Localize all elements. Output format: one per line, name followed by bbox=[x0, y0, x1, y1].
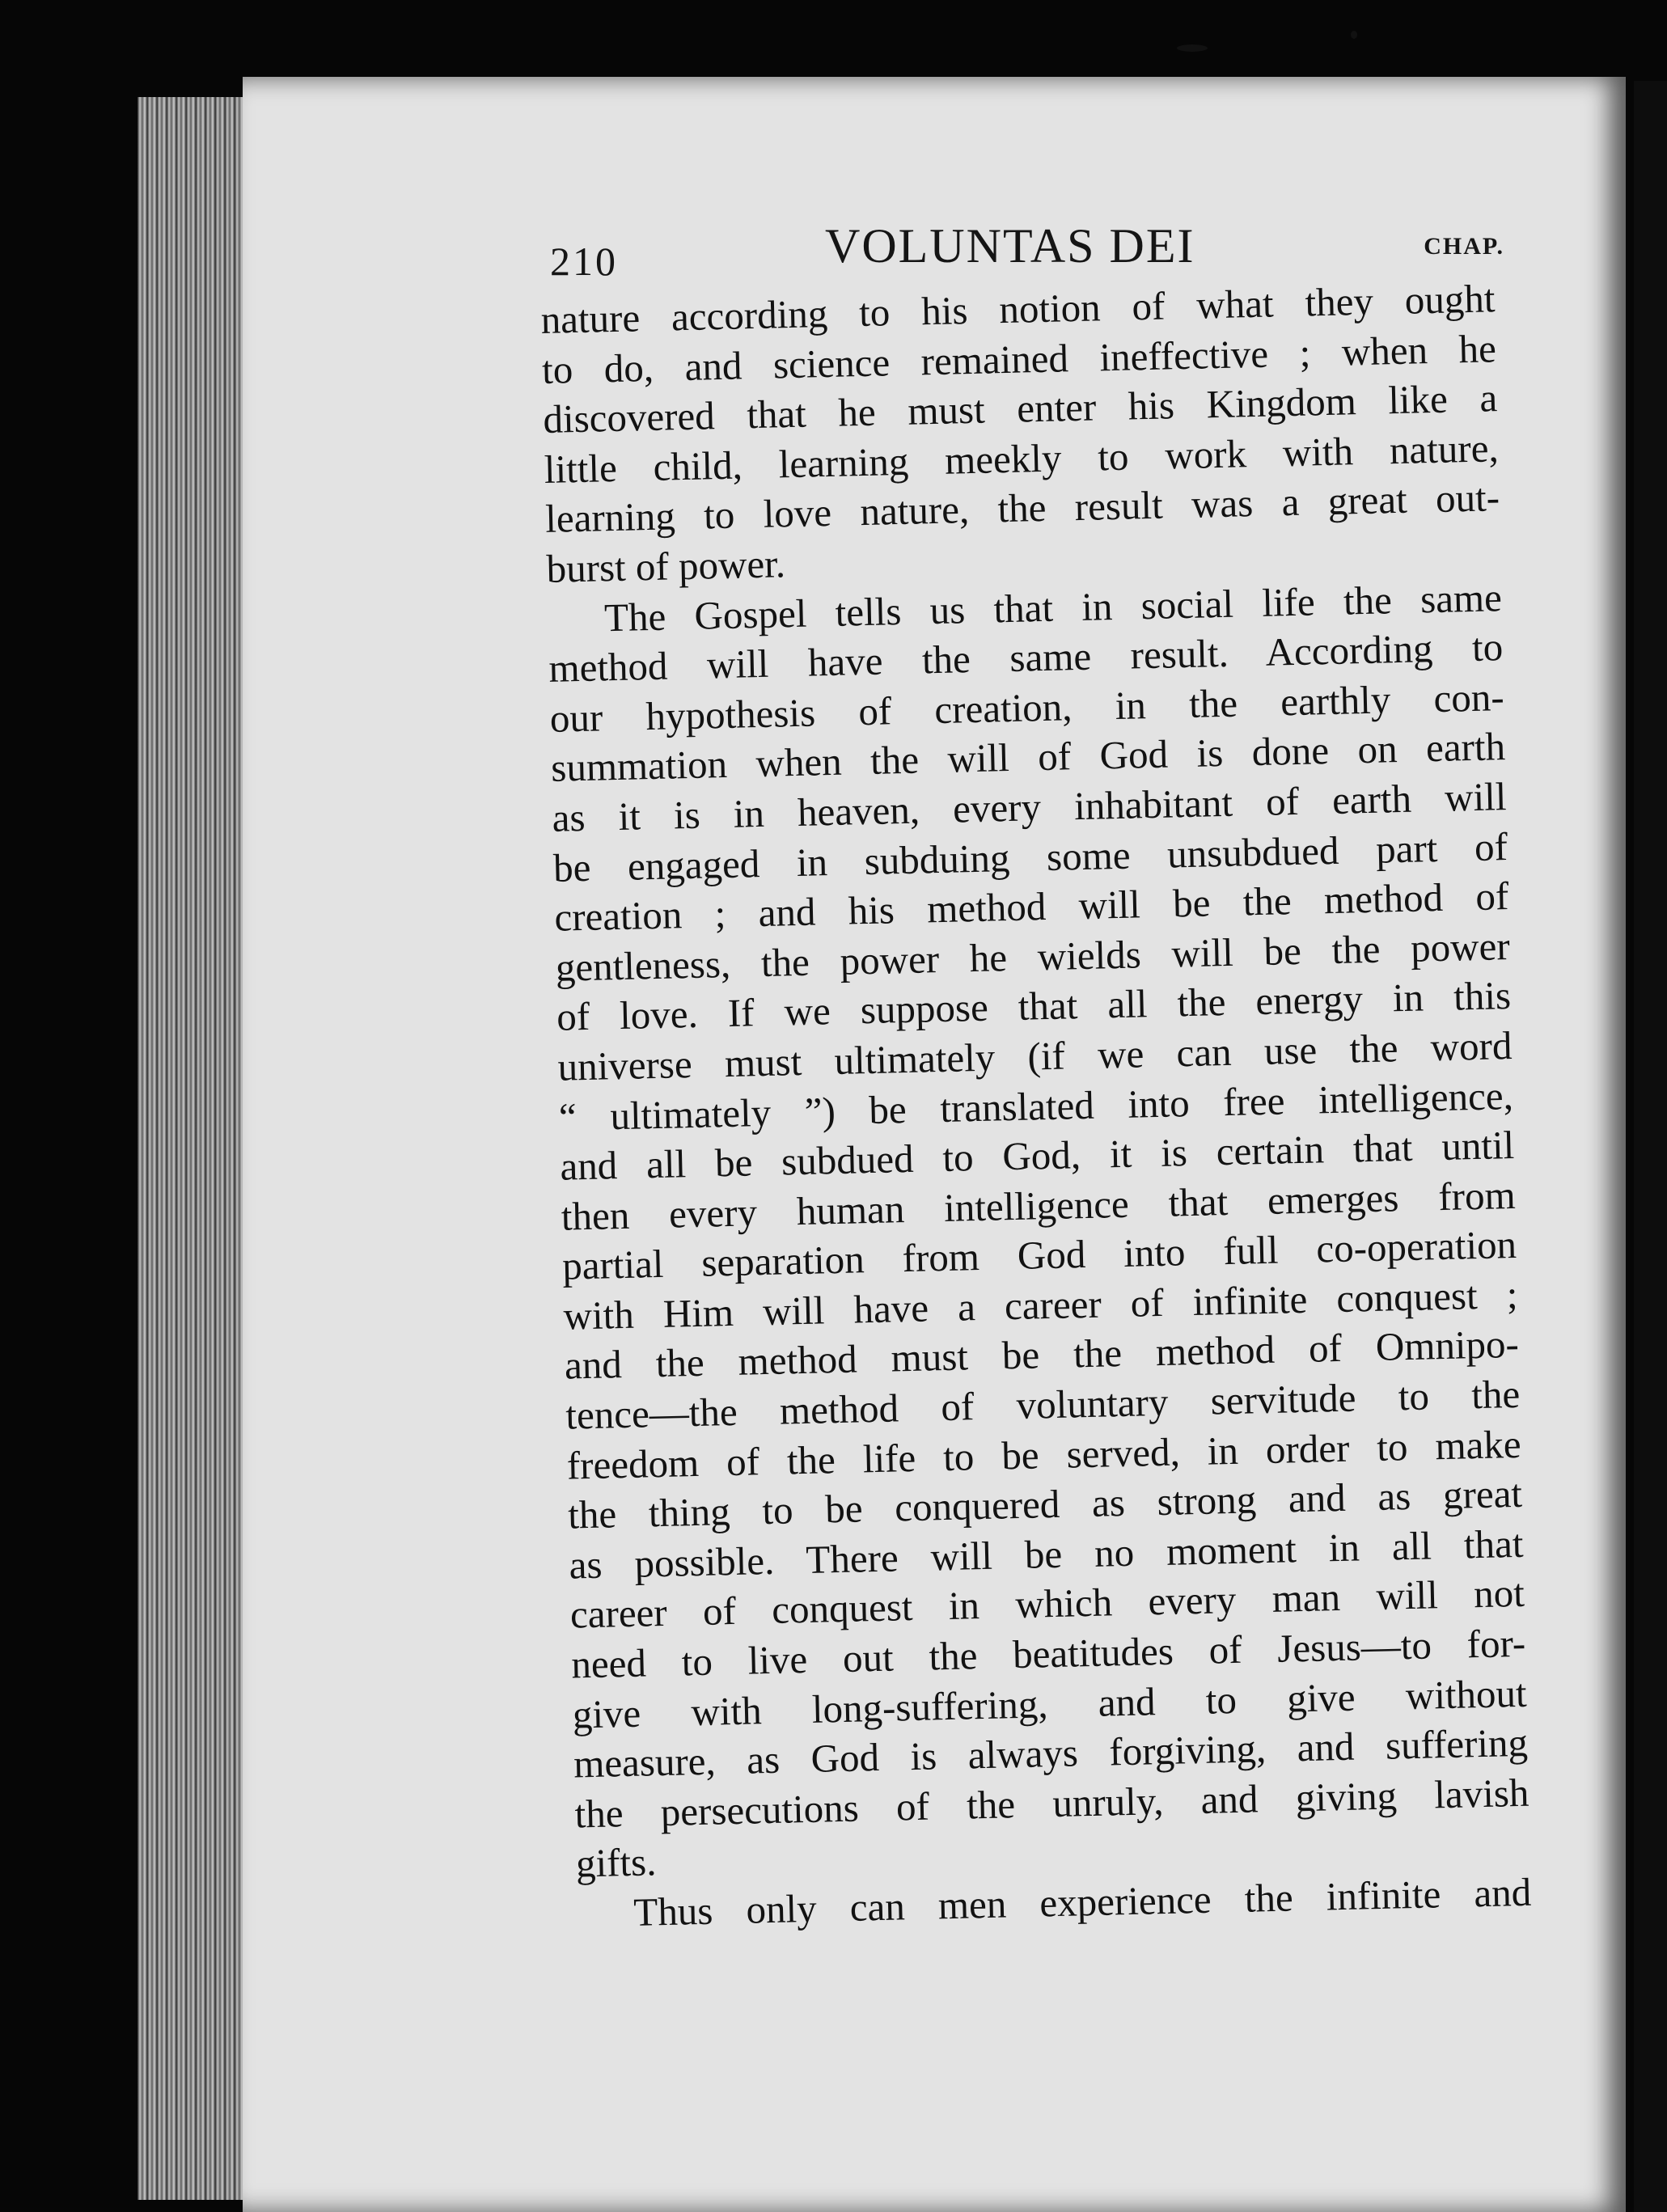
text-line: and the method must be the method of Omnipo- bbox=[564, 1322, 1520, 1389]
text-line: as it is in heaven, every inhabitant of earth will bbox=[552, 774, 1507, 840]
text-line: of love. If we suppose that all the energy in this bbox=[556, 973, 1512, 1040]
text-line: gentleness, the power he wields will be the power bbox=[555, 923, 1511, 990]
running-title: VOLUNTAS DEI bbox=[825, 219, 1195, 273]
text-line: The Gospel tells us that in social life the same bbox=[603, 574, 1503, 640]
dust-speck bbox=[1351, 31, 1357, 39]
text-line: creation ; and his method will be the method of bbox=[553, 873, 1509, 940]
text-line: give with long-suffering, and to give without bbox=[572, 1670, 1528, 1737]
text-line: and all be subdued to God, it is certain that until bbox=[559, 1123, 1515, 1189]
text-line: method will have the same result. According to bbox=[548, 624, 1504, 692]
text-line: learning to love nature, the result was a great out- bbox=[544, 475, 1500, 542]
text-line: the thing to be conquered as strong and as great bbox=[567, 1471, 1523, 1537]
text-line: universe must ultimately (if we can use the word bbox=[557, 1022, 1513, 1089]
text-line: then every human intelligence that emerges from bbox=[561, 1172, 1517, 1239]
chapter-label: CHAP. bbox=[1424, 233, 1504, 260]
text-line: nature according to his notion of what they ought bbox=[540, 276, 1496, 342]
text-line: measure, as God is always forgiving, and suffering bbox=[573, 1719, 1529, 1787]
text-line: the persecutions of the unruly, and giving lavish bbox=[573, 1770, 1529, 1837]
page-number: 210 bbox=[550, 239, 618, 284]
text-line: career of conquest in which every man will not bbox=[569, 1571, 1525, 1638]
text-line: be engaged in subduing some unsubdued part of bbox=[552, 823, 1508, 890]
text-line: Thus only can men experience the infinite and bbox=[633, 1869, 1532, 1935]
text-line: need to live out the beatitudes of Jesus—to for- bbox=[570, 1620, 1526, 1687]
text-line: tence—the method of voluntary servitude to the bbox=[565, 1371, 1521, 1438]
text-line: partial separation from God into full co-operation bbox=[561, 1222, 1517, 1288]
text-line: discovered that he must enter his Kingdom like a bbox=[542, 375, 1498, 442]
text-line: to do, and science remained ineffective ; when he bbox=[541, 325, 1497, 392]
text-line: summation when the will of God is done on earth bbox=[550, 724, 1506, 791]
dust-speck bbox=[1177, 44, 1208, 52]
text-line: “ ultimately ”) be translated into free intelligence, bbox=[558, 1072, 1514, 1140]
text-line: gifts. bbox=[575, 1839, 657, 1886]
page-edges bbox=[138, 97, 259, 2200]
text-line: as possible. There will be no moment in all that bbox=[569, 1520, 1524, 1588]
text-line: our hypothesis of creation, in the earthly con- bbox=[549, 674, 1505, 741]
text-line: little child, learning meekly to work with nature, bbox=[544, 425, 1500, 492]
text-line: with Him will have a career of infinite conquest ; bbox=[563, 1271, 1518, 1339]
body-text bbox=[540, 273, 1532, 1939]
facing-page-edge bbox=[1634, 81, 1667, 2212]
text-line: burst of power. bbox=[546, 541, 786, 591]
text-line: freedom of the life to be served, in order to make bbox=[566, 1421, 1522, 1488]
